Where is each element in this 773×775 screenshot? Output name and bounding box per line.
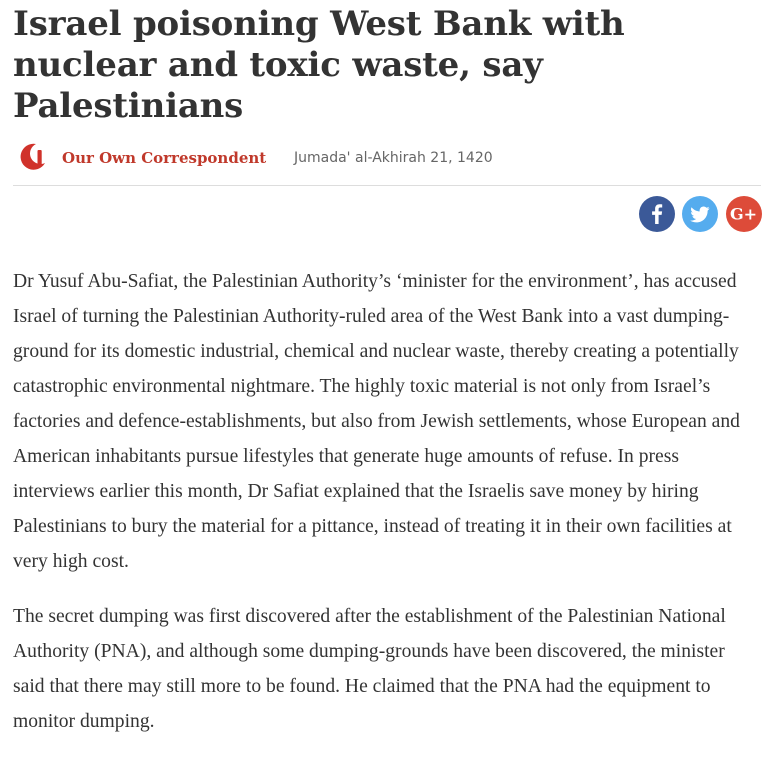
twitter-icon <box>682 196 718 232</box>
facebook-share-button[interactable] <box>639 196 675 232</box>
facebook-icon <box>639 196 675 232</box>
google-plus-icon <box>726 196 762 232</box>
crescent-logo-icon[interactable] <box>17 141 49 173</box>
twitter-share-button[interactable] <box>682 196 718 232</box>
headline: Israel poisoning West Bank with nuclear and toxic waste, say Palestinians <box>13 4 625 126</box>
share-bar <box>13 186 761 244</box>
article-body <box>13 264 761 739</box>
svg-text:G+: G+ <box>729 204 758 224</box>
byline <box>13 131 761 186</box>
article-paragraph: The secret dumping was first discovered after the establishment of the Palestinian National Authority (PNA), and although some dumping-grounds have been discovered, the minister said that there may still more to be found. He claimed that the PNA had the equipment to monitor dumping. <box>13 606 726 732</box>
author-link[interactable]: Our Own Correspondent <box>62 149 267 167</box>
google-plus-share-button[interactable] <box>726 196 762 232</box>
publish-date: Jumada' al-Akhirah 21, 1420 <box>294 150 493 166</box>
article <box>13 0 761 759</box>
article-paragraph: Dr Yusuf Abu-Safiat, the Palestinian Authority’s ‘minister for the environment’, has accused Israel of turning the Palestinian Authority-ruled area of the West Bank into a vast dumping-ground for its domestic industrial, chemical and nuclear waste, thereby creating a potentially catastrophic environmental nightmare. The highly toxic material is not only from Israel’s factories and defence-establishments, but also from Jewish settlements, whose European and American inhabitants pursue lifestyles that generate huge amounts of refuse. In press interviews earlier this month, Dr Safiat explained that the Israelis save money by hiring Palestinians to bury the material for a pittance, instead of treating it in their own facilities at very high cost. <box>13 271 740 572</box>
